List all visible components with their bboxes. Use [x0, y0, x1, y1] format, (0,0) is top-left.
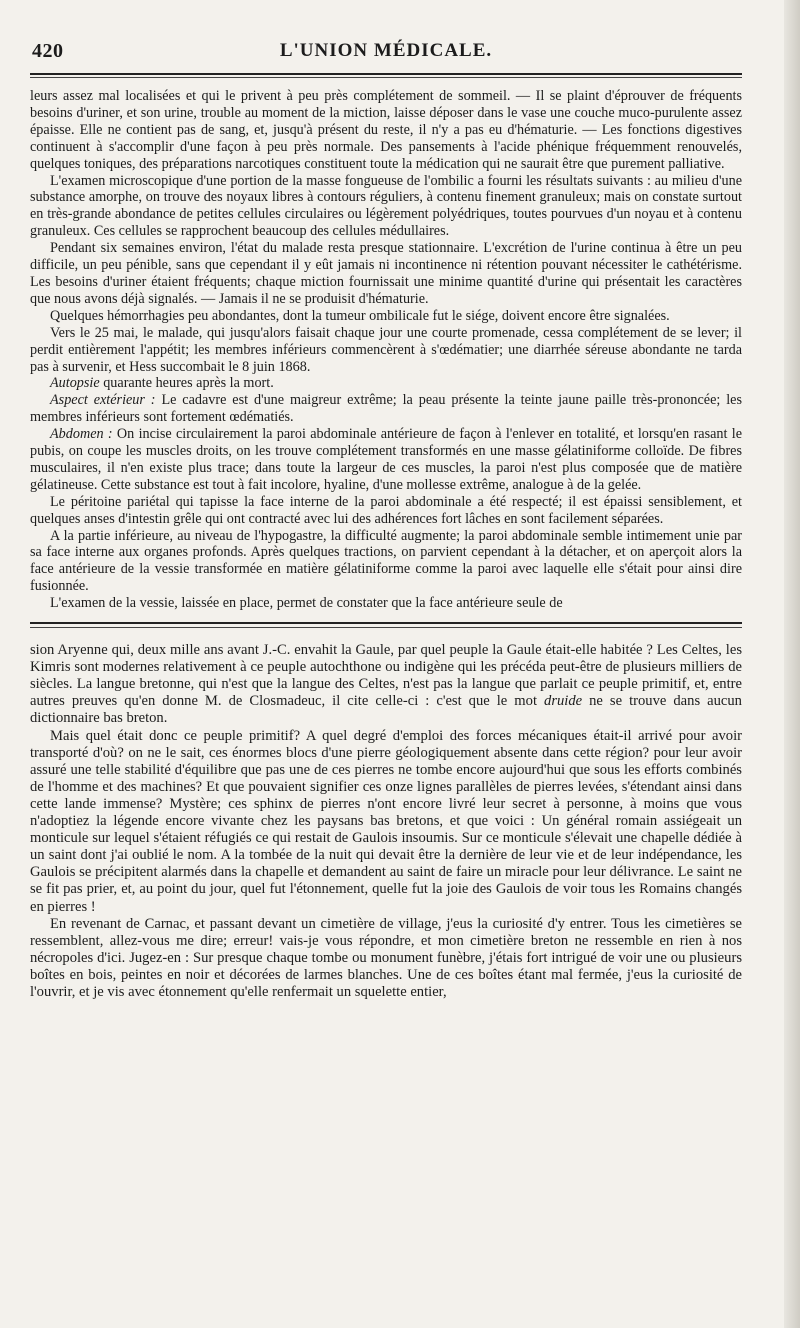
paragraph-text: On incise circulairement la paroi abdominale antérieure de façon à l'enlever en totalité, et lorsqu'en rasant le pubis, on coupe les muscles droits, on les trouve complétement transformés en une masse gélatiniforme colloïde. De fibres musculaires, il n'en existe plus trace; dans toute la largeur de ces muscles, la paroi n'est plus composée que de matière gélatineuse. Cette substance est tout à fait incolore, hyaline, d'une mollesse extrême, analogue à de la gelée. — [30, 426, 742, 493]
paragraph: Vers le 25 mai, le malade, qui jusqu'alors faisait chaque jour une courte promenade, cessa complétement de se lever; il perdit entièrement l'appétit; les membres inférieurs commencèrent à s'œdématier; une diarrhée séreuse abondante ne tarda pas à survenir, et Hess succombait le 8 juin 1868. — [30, 324, 742, 375]
emphasis-word: druide — [544, 693, 583, 710]
section-heading-autopsie: Autopsie — [50, 375, 100, 392]
paragraph — [30, 426, 742, 494]
journal-title: L'UNION MÉDICALE. — [279, 40, 493, 61]
paragraph-text: Le cadavre est d'une maigreur extrême; la peau présente la teinte jaune paille très-prononcée; les membres inférieurs sont fortement œdématiés. — [30, 392, 742, 426]
paragraph-text: quarante heures après la mort. — [99, 375, 274, 392]
paragraph: En revenant de Carnac, et passant devant un cimetière de village, j'eus la curiosité d'y entrer. Tous les cimetières se ressemblent, allez-vous me dire; erreur! vais-je vous répondre, et mon cimetière breton ne ressemble en rien à nos nécropoles d'ici. Jugez-en : Sur presque chaque tombe ou monument funèbre, j'étais fort intrigué de voir une ou plusieurs boîtes en bois, peintes en noir et décorées de larmes blanches. Une de ces boîtes étant mal fermée, j'eus la curiosité de l'ouvrir, et je vis avec étonnement qu'elle renfermait un squelette entier, — [30, 915, 742, 1000]
paragraph: A la partie inférieure, au niveau de l'hypogastre, la difficulté augmente; la paroi abdominale semble intimement unie par sa face interne aux organes profonds. Après quelques tractions, on parvient cependant à la détacher, et on aperçoit alors la face antérieure de la vessie transformée en matière gélatiniforme comme la paroi avec laquelle elle s'était pour ainsi dire fusionnée. — [30, 527, 742, 595]
paragraph: Mais quel était donc ce peuple primitif? A quel degré d'emploi des forces mécaniques était-il arrivé pour avoir transporté d'où? on ne le sait, ces énormes blocs d'une pierre géologiquement absente dans cette région? pour leur avoir assuré une telle stabilité d'équilibre que pas une de ces pierres ne tombe encore aujourd'hui que sous les efforts combinés de l'homme et des machines? Et que pouvaient signifier ces onze lignes parallèles de pierres levées, s'étendant ainsi dans cette lande immense? Mystère; ces sphinx de pierres n'ont encore livré leur secret à personne, à moins que vous n'adoptiez la légende encore vivante chez les paysans bas bretons, et que voici : Un général romain assiégeait un monticule sur lequel s'étaient réfugiés ce qui restait de Gaulois insoumis. Sur ce monticule s'élevait une chapelle dédiée à un saint dont j'ai oublié le nom. A la tombée de la nuit qui devait être la dernière de leur vie et de leur indépendance, les Gaulois se précipitent alarmés dans la chapelle et demandent au saint de faire un miracle pour leur délivrance. Le saint ne se fit pas prier, et, au point du jour, quel fut l'étonnement, quelle fut la joie des Gaulois de voir tous les Romains changés en pierres ! — [30, 727, 742, 915]
paragraph: Quelques hémorrhagies peu abondantes, dont la tumeur ombilicale fut le siége, doivent encore être signalées. — [50, 307, 670, 324]
feuilleton-divider — [30, 622, 742, 628]
paragraph — [30, 375, 742, 392]
section-heading-aspect: Aspect extérieur : — [50, 392, 156, 409]
paragraph: Le péritoine pariétal qui tapisse la face interne de la paroi abdominale a été respecté; il est épaissi sensiblement, et quelques anses d'intestin grêle qui ont contracté avec lui des adhérences fort lâches en sont facilement séparées. — [30, 493, 742, 527]
paragraph: L'examen microscopique d'une portion de la masse fongueuse de l'ombilic a fourni les résultats suivants : au milieu d'une substance amorphe, on trouve des noyaux libres à contours réguliers, à contenu finement granuleux; mais on constate surtout en très-grande abondance de petites cellules circulaires ou légèrement polyédriques, toutes pourvues d'un noyau et à contenu granuleux. Ces cellules se rapprochent beaucoup des cellules médullaires. — [30, 172, 742, 240]
medical-case-article — [30, 88, 742, 612]
header-rule — [30, 73, 742, 75]
paragraph-text: ne se trouve dans aucun dictionnaire bas breton. — [30, 693, 742, 727]
page-edge — [784, 0, 800, 1328]
page-number: 420 — [32, 40, 64, 62]
paragraph: Pendant six semaines environ, l'état du malade resta presque stationnaire. L'excrétion de l'urine continua à être un peu difficile, un peu pénible, sans que cependant il y eût jamais ni incontinence ni rétention pouvant nécessiter le cathétérisme. Les besoins d'uriner étaient fréquents; chaque miction fournissait une minime quantité d'urine qui présentait les caractères que nous avons déjà signalés. — Jamais il ne se produisit d'hématurie. — [30, 240, 742, 307]
paragraph — [30, 642, 742, 727]
page-header — [30, 0, 742, 60]
section-heading-abdomen: Abdomen : — [50, 426, 113, 443]
feuilleton-article — [30, 642, 742, 1001]
paragraph: L'examen de la vessie, laissée en place, permet de constater que la face antérieure seule de — [50, 595, 563, 612]
header-rule-thin — [30, 77, 742, 78]
paragraph: leurs assez mal localisées et qui le privent à peu près complétement de sommeil. — Il se plaint d'éprouver de fréquents besoins d'uriner, et son urine, trouble au moment de la miction, laisse déposer dans le vase une couche muco-purulente assez épaisse. Elle ne contient pas de sang, et, jusqu'à présent du reste, il n'y a pas eu d'hématurie. — Les fonctions digestives continuent à s'accomplir d'une façon à peu près normale. Des pansements à l'acide phénique fréquemment renouvelés, quelques toniques, des préparations narcotiques constituent toute la médication qui ne saurait être que purement palliative. — [30, 88, 742, 172]
paragraph-text: sion Aryenne qui, deux mille ans avant J.-C. envahit la Gaule, par quel peuple la Gaule était-elle habitée ? Les Celtes, les Kimris sont modernes relativement à ce peuple autochthone ou indigène qui les précéda peut-être de plusieurs milliers de siècles. La langue bretonne, qui n'est que la langue des Celtes, n'est pas la langue que parlait ce peuple primitif, et, entre autres preuves qu'en donne M. de Closmadeuc, il cite celle-ci : c'est que le mot — [30, 642, 742, 710]
paragraph — [30, 392, 742, 426]
